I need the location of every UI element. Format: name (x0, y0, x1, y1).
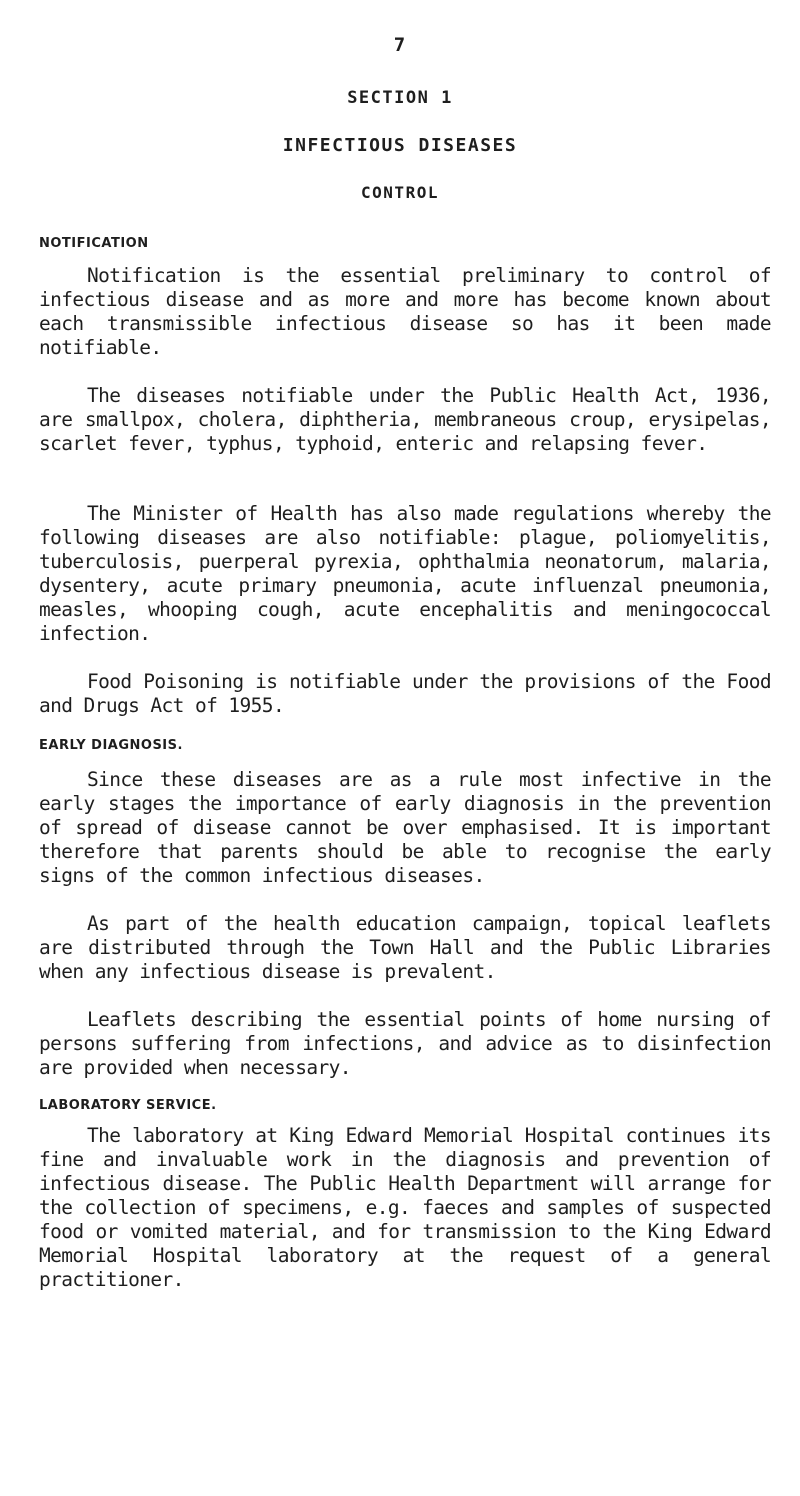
notification-paragraph-3: The Minister of Health has also made regulations whereby the following diseases are also notifiable: plague, poliomyelitis, tuberculosis, puerperal pyrexia, ophthalmia neonatorum, malaria, dysentery, acute primary pneumonia, acute influenzal pneumonia, measles, whooping cough, acute encephalitis and meningococcal infection. (39, 502, 771, 645)
page-title: INFECTIOUS DISEASES (282, 135, 518, 156)
notification-paragraph-4: Food Poisoning is notifiable under the provisions of the Food and Drugs Act of 1955. (39, 670, 771, 717)
page-number: 7 (393, 34, 407, 56)
notification-heading: NOTIFICATION (39, 236, 149, 251)
early-diagnosis-paragraph-2: As part of the health education campaign, topical leaflets are distributed through the Town Hall and the Public Libraries when any infectious disease is prevalent. (39, 912, 771, 983)
notification-paragraph-2: The diseases notifiable under the Public Health Act, 1936, are smallpox, cholera, diphtheria, membraneous croup, erysipelas, scarlet fever, typhus, typhoid, enteric and relapsing fever. (39, 384, 771, 455)
section-heading: SECTION 1 (347, 88, 453, 108)
page-subtitle: CONTROL (361, 183, 439, 202)
early-diagnosis-heading: EARLY DIAGNOSIS. (39, 738, 183, 753)
laboratory-service-heading: LABORATORY SERVICE. (39, 1098, 217, 1113)
early-diagnosis-paragraph-3: Leaflets describing the essential points of home nursing of persons suffering from infections, and advice as to disinfection are provided when necessary. (39, 1008, 771, 1079)
early-diagnosis-paragraph-1: Since these diseases are as a rule most infective in the early stages the importance of early diagnosis in the prevention of spread of disease cannot be over emphasised. It is important therefore that parents should be able to recognise the early signs of the common infectious diseases. (39, 768, 771, 887)
notification-paragraph-1: Notification is the essential preliminary to control of infectious disease and as more and more has become known about each transmissible infectious disease so has it been made notifiable. (39, 264, 771, 359)
laboratory-service-paragraph-1: The laboratory at King Edward Memorial Hospital continues its fine and invaluable work in the diagnosis and prevention of infectious disease. The Public Health Department will arrange for the collection of specimens, e.g. faeces and samples of suspected food or vomited material, and for transmission to the King Edward Memorial Hospital laboratory at the request of a general practitioner. (39, 1124, 771, 1291)
